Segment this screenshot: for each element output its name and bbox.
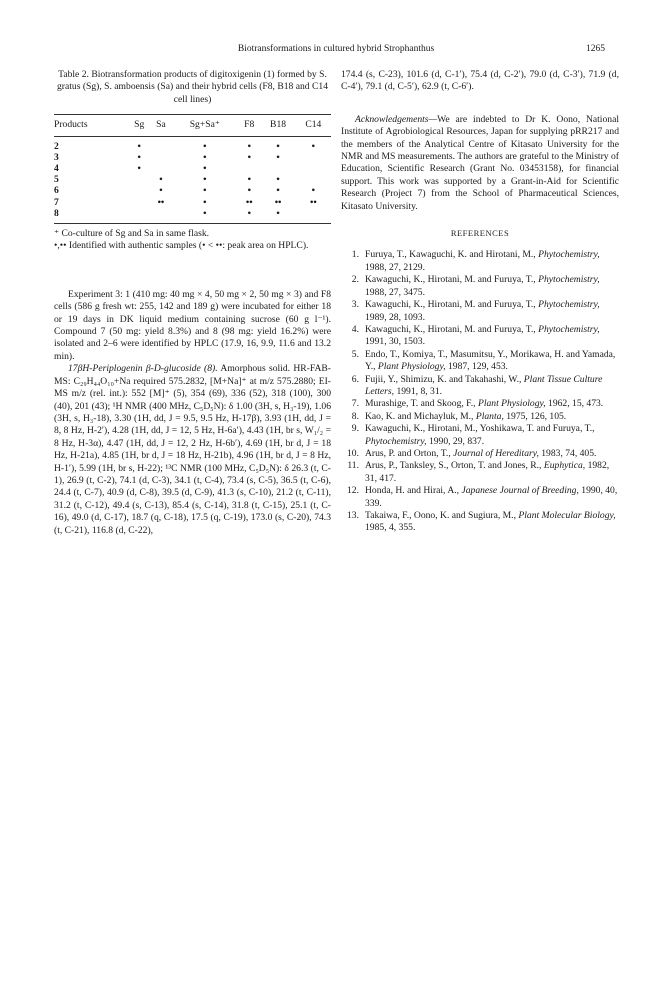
compound-text: Amorphous solid. HR-FAB-MS: C₂₉H₄₄O₁₀+Na required 575.2832, [M+Na]⁺ at m/z 575.2880; EI-MS m/z (rel. int.): 552 [M]⁺ (5), 354 (69), 336 (52), 318 (100), 300 (40), 201 (43); ¹H NMR (400 MHz, C₅D₅N): δ 1.00 (3H, s, H₃-19), 1.06 (3H, s, H₃-18), 3.30 (1H, dd, J = 9.5, 9.5 Hz, H-17β), 3.93 (1H, dd, J = 8, 8 Hz, H-2′), 4.28 (1H, dd, J = 12, 5 Hz, H-6a′), 4.43 (1H, br s, W₁/₂ = 8 Hz, H-3α), 4.47 (1H, dd, J = 12, 2 Hz, H-6b′), 4.69 (1H, br d, J = 18 Hz, H-21a), 4.85 (1H, br d, J = 18 Hz, H-21b), 4.96 (1H, br d, J = 8 Hz, H-1′), 5.99 (1H, br s, H-22); ¹³C NMR (100 MHz, C₅D₅N): δ 26.3 (t, C-1), 26.9 (t, C-2), 74.1 (d, C-3), 34.1 (t, C-4), 73.4 (s, C-5), 36.5 (t, C-6), 24.4 (t, C-7), 40.9 (d, C-8), 39.5 (d, C-9), 41.3 (s, C-10), 21.2 (t, C-11), 31.2 (t, C-12), 49.4 (s, C-13), 85.4 (s, C-14), 31.8 (t, C-15), 25.1 (t, C-16), 49.0 (d, C-17), 18.7 (q, C-18), 17.5 (q, C-19), 173.0 (s, C-20), 74.3 (t, C-21), 116.8 (d, C-22), [54, 363, 331, 536]
reference-journal: Japanese Journal of Breeding, [461, 485, 579, 497]
reference-text [365, 510, 619, 535]
table-column-header: Sa [150, 115, 171, 136]
reference-number: 6. [351, 373, 359, 385]
table-cell-product: 3 [54, 151, 59, 163]
table-cell [128, 174, 150, 185]
table-cell [150, 163, 171, 174]
table-column-header: Products [54, 115, 128, 136]
reference-number: 4. [351, 323, 359, 335]
reference-journal: Phytochemistry, [365, 435, 427, 447]
reference-authors: Kao, K. and Michayluk, M., [365, 410, 474, 422]
reference-item [341, 274, 619, 299]
table-row [54, 208, 331, 224]
reference-item [341, 324, 619, 349]
reference-journal: Planta, [475, 410, 504, 422]
table-cell: • [159, 174, 163, 186]
reference-journal: Plant Tissue Culture Letters, [365, 373, 603, 397]
reference-details: 1989, 28, 1093. [365, 311, 425, 323]
reference-number: 3. [351, 299, 359, 311]
reference-details: 1982, 31, 417. [365, 460, 610, 484]
reference-authors: Kawaguchi, K., Hirotani, M., Yoshikawa, T. and Furuya, T., [365, 423, 595, 435]
table-cell [150, 136, 171, 152]
table-cell: • [276, 140, 280, 152]
reference-text [365, 485, 619, 510]
acknowledgements-label: Acknowledgements— [355, 113, 438, 125]
reference-details: 1985, 4, 355. [365, 522, 416, 534]
table-column-header: Sg+Sa⁺ [172, 115, 239, 136]
table-cell-product: 4 [54, 163, 59, 175]
table-body [54, 136, 331, 223]
reference-item [341, 510, 619, 535]
table-row [54, 174, 331, 185]
table-cell: • [311, 140, 316, 152]
reference-number: 8. [351, 410, 359, 422]
reference-details: 1990, 29, 837. [426, 435, 485, 447]
table-cell-product: 2 [54, 140, 59, 152]
reference-item [341, 485, 619, 510]
reference-number: 13. [347, 510, 359, 521]
table-cell: • [203, 174, 207, 186]
reference-details: 1983, 74, 405. [538, 447, 597, 459]
reference-text [365, 299, 619, 324]
table-cell: • [159, 185, 163, 197]
reference-text [365, 460, 619, 485]
table-cell: • [137, 140, 141, 152]
table-column-header: Sg [128, 115, 150, 136]
reference-item [341, 423, 619, 448]
table-cell-product: 7 [54, 196, 59, 208]
reference-item [341, 374, 619, 399]
table-cell [128, 197, 150, 208]
table-cell-product: 6 [54, 185, 59, 197]
reference-item [341, 249, 619, 274]
running-header: Biotransformations in cultured hybrid Strophanthus [237, 44, 435, 54]
reference-item [341, 448, 619, 460]
table-header-row [54, 115, 331, 136]
table-cell: • [260, 208, 295, 224]
table-row [54, 163, 331, 174]
reference-number: 2. [351, 274, 359, 286]
reference-authors: Fujii, Y., Shimizu, K. and Takahashi, W., [365, 373, 522, 385]
table-cell: • [311, 185, 316, 197]
table-cell: • [203, 196, 207, 208]
table-footnote-1: ⁺ Co-culture of Sg and Sa in same flask. [54, 228, 210, 240]
reference-number: 12. [347, 485, 359, 497]
left-column [54, 69, 331, 537]
reference-text [365, 448, 619, 460]
table-cell: • [137, 151, 141, 163]
table-caption [54, 69, 331, 106]
reference-authors: Endo, T., Komiya, T., Masumitsu, Y., Morikawa, H. and Yamada, Y., [365, 348, 616, 373]
reference-authors: Kawaguchi, K., Hirotani, M. and Furuya, T., [365, 299, 536, 311]
table-caption-label: Table 2. [58, 69, 89, 80]
table-cell: • [276, 151, 280, 163]
table-cell-product: 8 [54, 208, 128, 224]
reference-details: 1990, 40, 339. [365, 485, 618, 509]
table-column-header: B18 [260, 115, 295, 136]
compound-paragraph [54, 363, 331, 537]
table-cell [260, 163, 295, 174]
table-cell-product: 5 [54, 174, 59, 186]
reference-journal: Phytochemistry, [538, 274, 600, 286]
reference-number: 9. [351, 423, 359, 435]
results-table [54, 114, 331, 224]
table-cell [296, 174, 331, 185]
reference-number: 5. [351, 348, 359, 360]
acknowledgements-text: We are indebted to Dr K. Oono, National Institute of Agrobiological Resources, Japan for supplying pRR217 and the members of the Analytical Centre of Kitasato University for the NMR and MS measurements. The authors are grateful to the Ministry of Education, Scientific Research (Grant No. 03453158), for financial support. This work was supported by a Grant-in-Aid for Scientific Research (Project 7) from the School of Pharmaceutical Sciences, Kitasato University. [341, 113, 619, 212]
reference-authors: Arus, P., Tanksley, S., Orton, T. and Jones, R., [365, 460, 542, 472]
reference-text [365, 349, 619, 374]
table-cell: •• [157, 196, 165, 208]
reference-number: 11. [347, 460, 359, 472]
table-column-header: F8 [238, 115, 260, 136]
table-column-header: C14 [296, 115, 331, 136]
reference-details: 1991, 8, 31. [394, 385, 443, 397]
reference-journal: Journal of Hereditary, [453, 447, 539, 459]
acknowledgements [341, 114, 619, 213]
table-row [54, 136, 331, 152]
table-row [54, 197, 331, 208]
page-number: 1265 [586, 44, 605, 54]
reference-text [365, 249, 619, 274]
reference-text [365, 423, 619, 448]
table-cell [296, 152, 331, 163]
table-cell: • [137, 163, 141, 175]
reference-text [365, 374, 619, 399]
reference-text [365, 398, 619, 410]
reference-item [341, 460, 619, 485]
table-row [54, 152, 331, 163]
table-cell: • [276, 185, 280, 197]
reference-authors: Furuya, T., Kawaguchi, K. and Hirotani, M., [365, 249, 536, 261]
table-cell [128, 185, 150, 196]
table-cell [150, 208, 171, 224]
table-cell: • [247, 151, 251, 163]
table-cell: •• [274, 196, 282, 208]
reference-list [341, 249, 619, 534]
table-cell: • [203, 163, 207, 175]
reference-details: 1962, 15, 473. [545, 398, 604, 410]
reference-journal: Plant Physiology, [377, 361, 446, 373]
nmr-continuation: 174.4 (s, C-23), 101.6 (d, C-1′), 75.4 (d, C-2′), 79.0 (d, C-3′), 71.9 (d, C-4′), 79.1 (d, C-5′), 62.9 (t, C-6′). [341, 69, 619, 93]
reference-number: 10. [347, 447, 359, 459]
reference-journal: Phytochemistry, [538, 323, 600, 335]
table-row [54, 185, 331, 196]
table-cell: • [203, 185, 207, 197]
reference-authors: Kawaguchi, K., Hirotani, M. and Furuya, T., [365, 323, 536, 335]
table-cell [128, 208, 150, 224]
reference-authors: Arus, P. and Orton, T., [365, 447, 451, 459]
reference-details: 1975, 126, 105. [503, 410, 567, 422]
reference-journal: Plant Molecular Biology, [518, 510, 616, 521]
reference-number: 1. [351, 249, 359, 261]
reference-journal: Phytochemistry, [538, 299, 600, 311]
experiment-paragraph: Experiment 3: 1 (410 mg: 40 mg × 4, 50 mg × 2, 50 mg × 3) and F8 cells (586 g fresh wt: 255, 142 and 189 g) were incubated for either 18 or 19 days in DK liquid medium containing sucrose (60 g l⁻¹). Compound 7 (50 mg: yield 8.3%) and 8 (98 mg: yield 16.2%) were isolated and 2–6 were identified by HPLC (17.9, 16, 9.9, 11.6 and 13.2 min). [54, 288, 331, 362]
reference-journal: Plant Physiology, [477, 398, 546, 410]
reference-item [341, 299, 619, 324]
table-cell [238, 163, 260, 174]
reference-authors: Honda, H. and Hirai, A., [365, 485, 460, 497]
table-cell: •• [309, 196, 317, 208]
table-cell [150, 152, 171, 163]
table-cell: • [172, 208, 239, 224]
references-heading: REFERENCES [450, 228, 510, 239]
reference-text [365, 324, 619, 349]
table-cell: • [276, 174, 280, 186]
reference-details: 1987, 129, 453. [445, 361, 508, 373]
reference-authors: Kawaguchi, K., Hirotani, M. and Furuya, T., [365, 274, 536, 286]
right-column [341, 69, 619, 535]
table-cell: • [247, 185, 251, 197]
table-cell [296, 208, 331, 224]
reference-details: 1991, 30, 1503. [365, 336, 425, 348]
table-cell: • [247, 174, 251, 186]
table-cell: • [203, 151, 207, 163]
reference-item [341, 349, 619, 374]
reference-details: 1988, 27, 2129. [365, 261, 425, 273]
reference-item [341, 411, 619, 423]
table-cell: • [238, 208, 260, 224]
table-cell: • [203, 140, 207, 152]
reference-text [365, 411, 619, 423]
reference-authors: Takaiwa, F., Oono, K. and Sugiura, M., [365, 510, 516, 521]
table-cell [296, 163, 331, 174]
reference-journal: Phytochemistry, [538, 249, 600, 261]
reference-journal: Euphytica, [543, 460, 586, 472]
reference-authors: Murashige, T. and Skoog, F., [365, 398, 476, 410]
table-cell: • [247, 140, 251, 152]
compound-heading: 17βH-Periplogenin β-D-glucoside (8). [68, 363, 218, 375]
reference-details: 1988, 27, 3475. [365, 286, 425, 298]
reference-text [365, 274, 619, 299]
table-cell: •• [245, 196, 253, 208]
table-footnote-2: •,•• Identified with authentic samples (• < ••: peak area on HPLC). [54, 240, 309, 252]
reference-item [341, 398, 619, 410]
table-caption-text: Biotransformation products of digitoxigenin (1) formed by S. gratus (Sg), S. amboensis (Sa) and their hybrid cells (F8, B18 and C14 cell lines) [57, 69, 328, 105]
reference-number: 7. [351, 398, 359, 410]
